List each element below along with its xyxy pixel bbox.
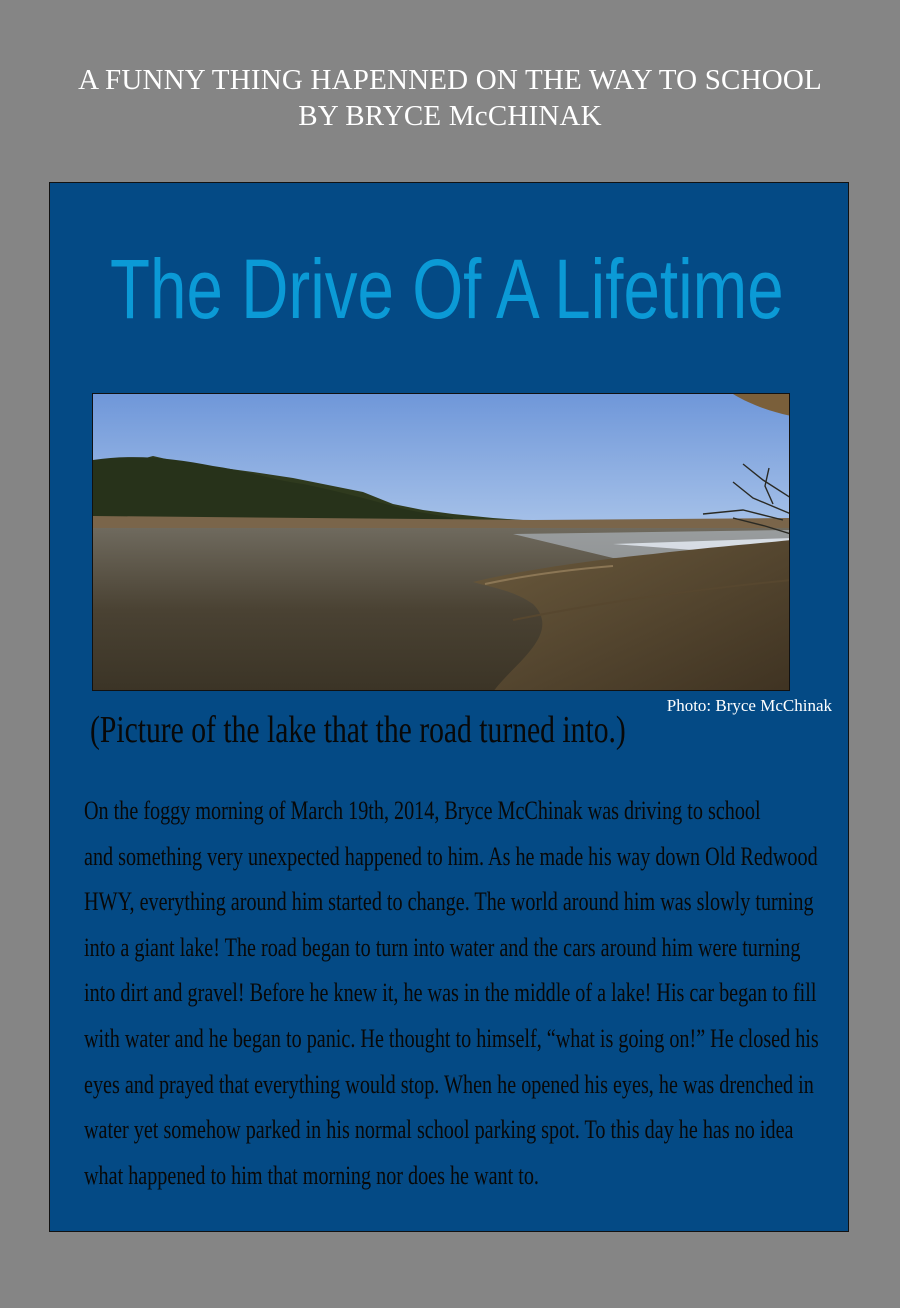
header-byline: BY BRYCE McCHINAK bbox=[298, 100, 602, 132]
lake-photo bbox=[92, 393, 790, 691]
story-title: The Drive Of A Lifetime bbox=[110, 242, 784, 336]
story-body bbox=[84, 788, 844, 1198]
body-line: what happened to him that morning nor does he want to. bbox=[84, 1160, 539, 1190]
photo-caption: (Picture of the lake that the road turned into.) bbox=[90, 709, 626, 751]
body-line: HWY, everything around him started to change. The world around him was slowly turning bbox=[84, 887, 814, 917]
body-line: and something very unexpected happened to him. As he made his way down Old Redwood bbox=[84, 841, 818, 871]
body-line: into a giant lake! The road began to turn into water and the cars around him were turning bbox=[84, 932, 801, 962]
header-title: A FUNNY THING HAPENNED ON THE WAY TO SCHOOL bbox=[78, 64, 822, 96]
body-line: eyes and prayed that everything would stop. When he opened his eyes, he was drenched in bbox=[84, 1069, 814, 1099]
page-header bbox=[0, 62, 900, 134]
photo-credit: Photo: Bryce McChinak bbox=[666, 696, 832, 715]
body-line: with water and he began to panic. He thought to himself, “what is going on!” He closed his bbox=[84, 1023, 819, 1053]
body-line: water yet somehow parked in his normal school parking spot. To this day he has no idea bbox=[84, 1115, 794, 1145]
story-panel bbox=[49, 182, 849, 1232]
body-line: into dirt and gravel! Before he knew it, he was in the middle of a lake! His car began to fill bbox=[84, 978, 817, 1008]
body-line: On the foggy morning of March 19th, 2014, Bryce McChinak was driving to school bbox=[84, 796, 761, 825]
